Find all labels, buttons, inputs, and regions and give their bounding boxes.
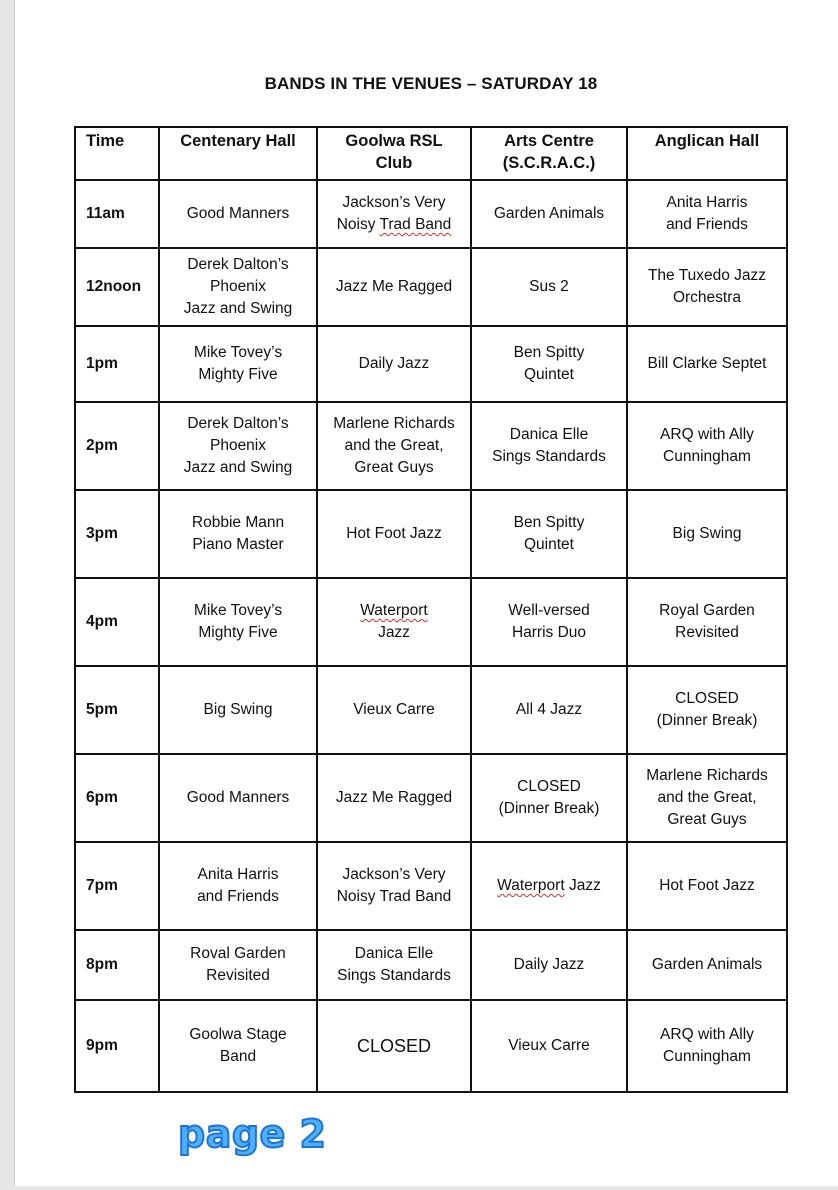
cell-centenary-hall: Derek Dalton’s Phoenix Jazz and Swing [159,248,317,326]
page-bottom-edge [0,1186,838,1190]
cell-anglican-hall: Anita Harris and Friends [627,180,787,248]
table-row [75,180,787,248]
cell-goolwa-rsl-club: Danica Elle Sings Standards [317,930,471,1000]
header-goolwa-rsl-club: Goolwa RSL Club [317,127,471,180]
time-cell: 9pm [75,1000,159,1092]
time-cell: 8pm [75,930,159,1000]
header-time: Time [75,127,159,180]
header-anglican-hall: Anglican Hall [627,127,787,180]
cell-arts-centre: Vieux Carre [471,1000,627,1092]
page-number-label: page 2 [178,1112,327,1156]
time-cell: 12noon [75,248,159,326]
time-cell: 6pm [75,754,159,842]
table-row [75,578,787,666]
cell-arts-centre: Garden Animals [471,180,627,248]
cell-anglican-hall: Hot Foot Jazz [627,842,787,930]
cell-anglican-hall: ARQ with Ally Cunningham [627,402,787,490]
table-row [75,842,787,930]
cell-centenary-hall: Robbie Mann Piano Master [159,490,317,578]
cell-centenary-hall: Big Swing [159,666,317,754]
cell-centenary-hall: Mike Tovey’s Mighty Five [159,578,317,666]
cell-centenary-hall: Good Manners [159,754,317,842]
cell-goolwa-rsl-club: Vieux Carre [317,666,471,754]
page-left-edge [0,0,15,1190]
page-title: BANDS IN THE VENUES – SATURDAY 18 [264,74,598,93]
cell-arts-centre: All 4 Jazz [471,666,627,754]
cell-goolwa-rsl-club: Jazz Me Ragged [317,754,471,842]
table-row [75,754,787,842]
table-row [75,930,787,1000]
table-row [75,666,787,754]
table-row [75,326,787,402]
cell-arts-centre: Daily Jazz [471,930,627,1000]
cell-goolwa-rsl-club: Jackson’s Very Noisy Trad Band [317,180,471,248]
cell-arts-centre: CLOSED (Dinner Break) [471,754,627,842]
time-cell: 5pm [75,666,159,754]
cell-arts-centre: Sus 2 [471,248,627,326]
time-cell: 11am [75,180,159,248]
cell-anglican-hall: Bill Clarke Septet [627,326,787,402]
cell-anglican-hall: The Tuxedo Jazz Orchestra [627,248,787,326]
header-arts-centre: Arts Centre (S.C.R.A.C.) [471,127,627,180]
header-centenary-hall: Centenary Hall [159,127,317,180]
time-cell: 7pm [75,842,159,930]
table-row [75,490,787,578]
cell-goolwa-rsl-club: CLOSED [317,1000,471,1092]
cell-goolwa-rsl-club: Waterport Jazz [317,578,471,666]
time-cell: 4pm [75,578,159,666]
cell-anglican-hall: Royal Garden Revisited [627,578,787,666]
cell-anglican-hall: Garden Animals [627,930,787,1000]
header-row [75,127,787,180]
cell-centenary-hall: Goolwa Stage Band [159,1000,317,1092]
cell-centenary-hall: Derek Dalton’s Phoenix Jazz and Swing [159,402,317,490]
table-row [75,402,787,490]
cell-centenary-hall: Mike Tovey’s Mighty Five [159,326,317,402]
cell-arts-centre: Ben Spitty Quintet [471,326,627,402]
cell-arts-centre: Ben Spitty Quintet [471,490,627,578]
cell-anglican-hall: Big Swing [627,490,787,578]
time-cell: 1pm [75,326,159,402]
cell-goolwa-rsl-club: Jackson’s Very Noisy Trad Band [317,842,471,930]
cell-arts-centre: Well-versed Harris Duo [471,578,627,666]
cell-anglican-hall: ARQ with Ally Cunningham [627,1000,787,1092]
table-row [75,248,787,326]
cell-anglican-hall: CLOSED (Dinner Break) [627,666,787,754]
cell-centenary-hall: Good Manners [159,180,317,248]
cell-goolwa-rsl-club: Daily Jazz [317,326,471,402]
cell-goolwa-rsl-club: Jazz Me Ragged [317,248,471,326]
time-cell: 3pm [75,490,159,578]
cell-goolwa-rsl-club: Hot Foot Jazz [317,490,471,578]
table-row [75,1000,787,1092]
time-cell: 2pm [75,402,159,490]
cell-arts-centre: Waterport Jazz [471,842,627,930]
schedule-table [74,126,788,1093]
cell-centenary-hall: Roval Garden Revisited [159,930,317,1000]
cell-arts-centre: Danica Elle Sings Standards [471,402,627,490]
cell-anglican-hall: Marlene Richards and the Great, Great Guys [627,754,787,842]
cell-centenary-hall: Anita Harris and Friends [159,842,317,930]
cell-goolwa-rsl-club: Marlene Richards and the Great, Great Guys [317,402,471,490]
